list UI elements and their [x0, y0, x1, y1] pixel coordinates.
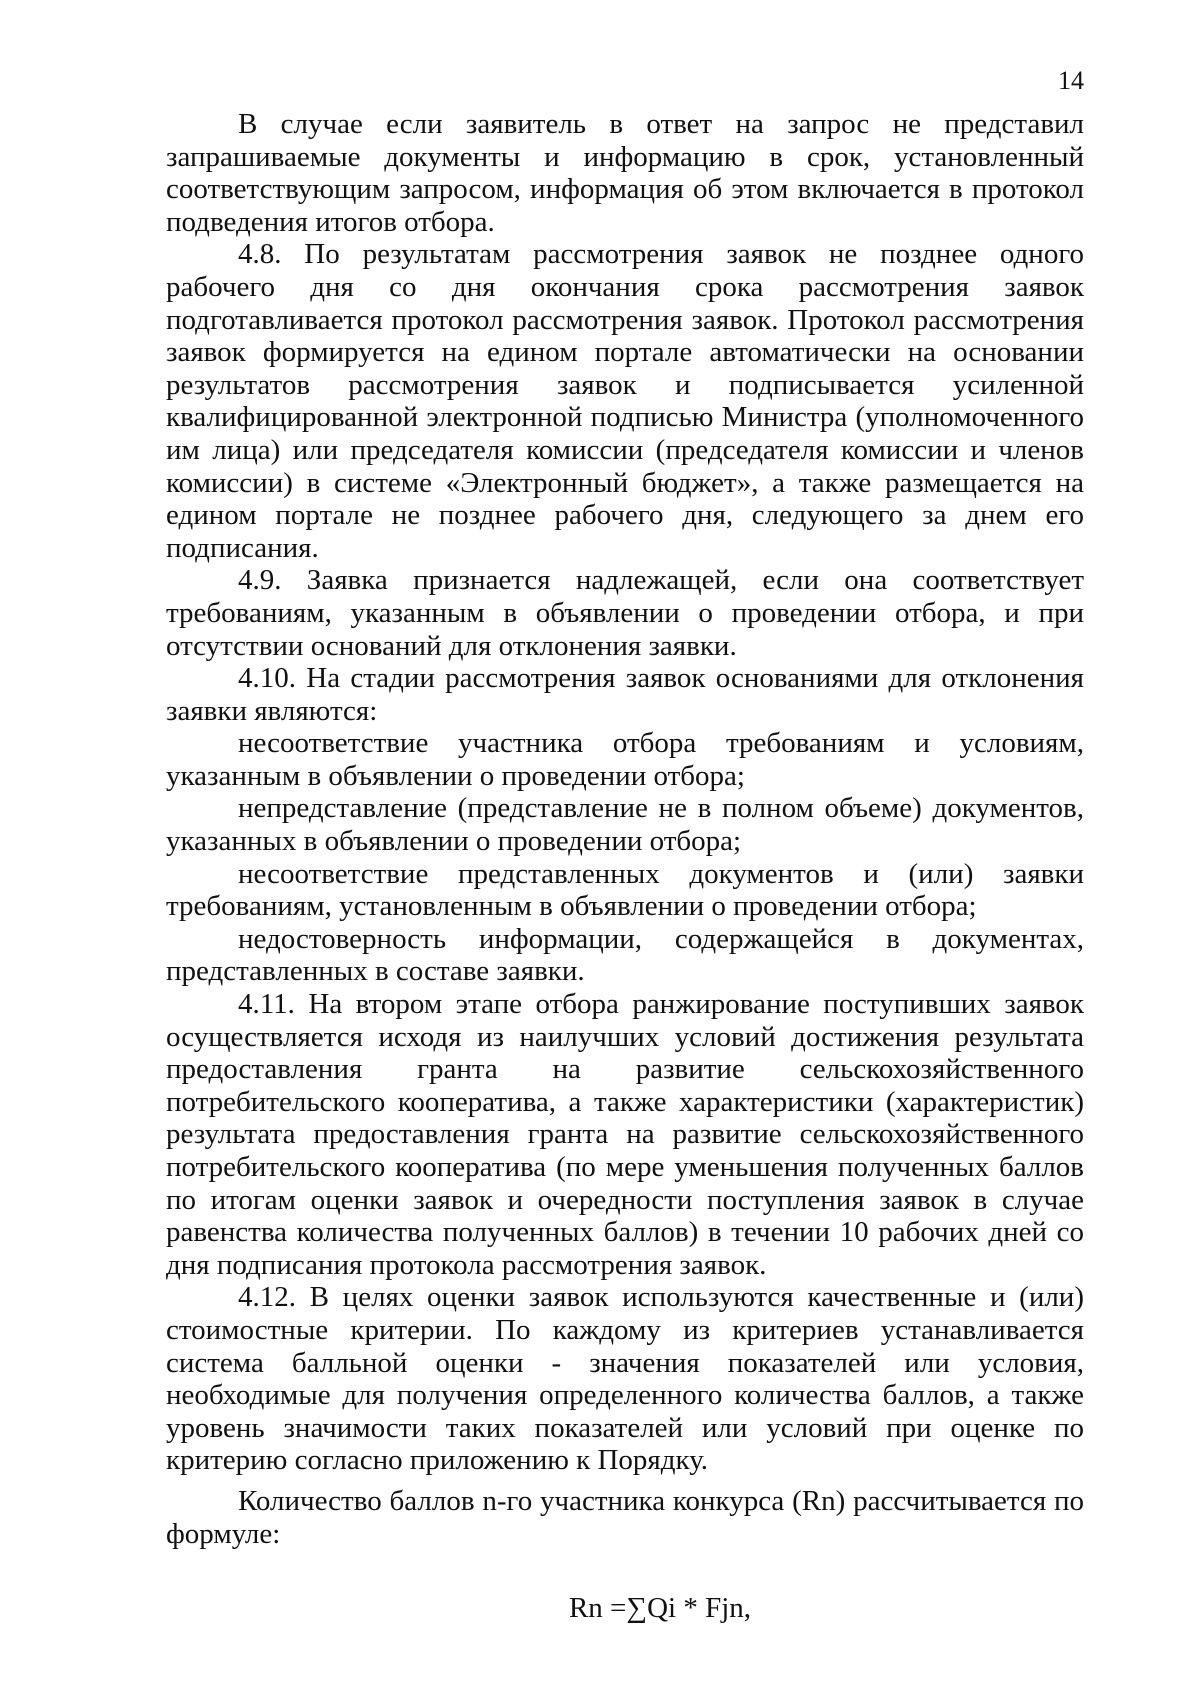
paragraph: В случае если заявитель в ответ на запрос не представил запрашиваемые документы и информацию в срок, установленный соответствующим запросом, информация об этом включается в протокол подведения итогов отбора. — [166, 108, 1084, 238]
paragraph-4-8: 4.8. По результатам рассмотрения заявок не позднее одного рабочего дня со дня окончания срока рассмотрения заявок подготавливается протокол рассмотрения заявок. Протокол рассмотрения заявок формируется на едином портале автоматически на основании результатов рассмотрения заявок и подписывается усиленной квалифицированной электронной подписью Министра (уполномоченного им лица) или председателя комиссии (председателя комиссии и членов комиссии) в системе «Электронный бюджет», а также размещается на едином портале не позднее рабочего дня, следующего за днем его подписания. — [166, 238, 1084, 564]
paragraph-4-10: 4.10. На стадии рассмотрения заявок основаниями для отклонения заявки являются: — [166, 662, 1084, 727]
list-item: несоответствие представленных документов и (или) заявки требованиям, установленным в объявлении о проведении отбора; — [166, 857, 1084, 923]
formula: Rn =∑Qi * Fjn, — [568, 1592, 752, 1625]
paragraph-4-9: 4.9. Заявка признается надлежащей, если она соответствует требованиям, указанным в объявлении о проведении отбора, и при отсутствии оснований для отклонения заявки. — [166, 564, 1084, 662]
document-body — [166, 108, 1084, 1625]
paragraph-4-12: 4.12. В целях оценки заявок используются качественные и (или) стоимостные критерии. По каждому из критериев устанавливается система балльной оценки - значения показателей или условия, необходимые для получения определенного количества баллов, а также уровень значимости таких показателей или условий при оценке по критерию согласно приложению к Порядку. — [166, 1281, 1084, 1477]
list-item: недостоверность информации, содержащейся в документах, представленных в составе заявки. — [166, 922, 1084, 988]
list-item: непредставление (представление не в полном объеме) документов, указанных в объявлении о проведении отбора; — [166, 792, 1084, 858]
page-number: 14 — [1058, 66, 1084, 95]
list-item: несоответствие участника отбора требованиям и условиям, указанным в объявлении о проведении отбора; — [166, 727, 1084, 792]
paragraph-formula-intro: Количество баллов n-го участника конкурса (Rn) рассчитывается по формуле: — [166, 1484, 1084, 1550]
paragraph-4-11: 4.11. На втором этапе отбора ранжирование поступивших заявок осуществляется исходя из наилучших условий достижения результата предоставления гранта на развитие сельскохозяйственного потребительского кооператива, а также характеристики (характеристик) результата предоставления гранта на развитие сельскохозяйственного потребительского кооператива (по мере уменьшения полученных баллов по итогам оценки заявок и очередности поступления заявок в случае равенства количества полученных баллов) в течении 10 рабочих дней со дня подписания протокола рассмотрения заявок. — [166, 988, 1084, 1281]
